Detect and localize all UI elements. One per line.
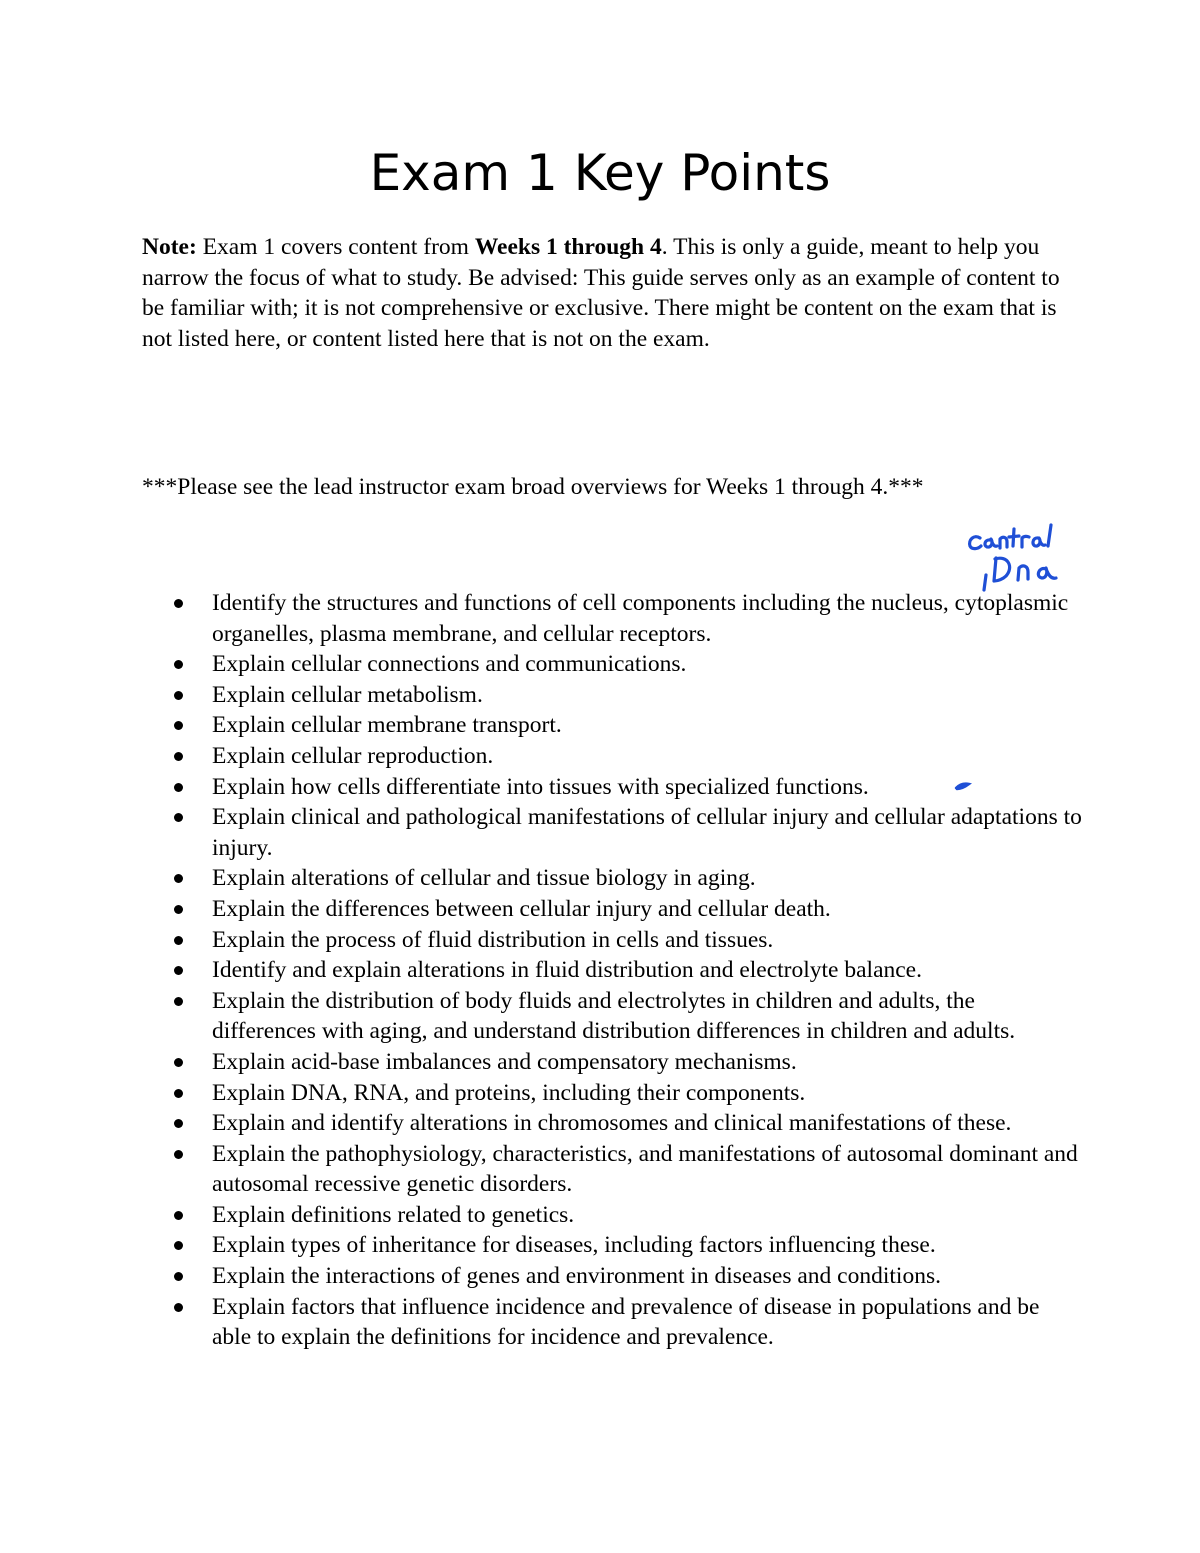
key-point-item	[142, 1047, 1082, 1078]
bullet-icon	[174, 997, 183, 1006]
note-text-1: Exam 1 covers content from	[196, 234, 475, 260]
key-point-text: Explain DNA, RNA, and proteins, including their components.	[212, 1079, 806, 1106]
bullet-icon	[174, 874, 183, 883]
key-point-item	[142, 1292, 1082, 1353]
bullet-icon	[174, 936, 183, 945]
bullet-icon	[174, 1150, 183, 1159]
bullet-icon	[174, 660, 183, 669]
key-point-item	[142, 1261, 1082, 1292]
bullet-icon	[174, 752, 183, 761]
key-point-text: Explain cellular connections and communications.	[212, 651, 687, 678]
ink-mark	[953, 779, 973, 793]
bullet-icon	[174, 1211, 183, 1220]
note-label: Note:	[142, 234, 197, 260]
key-point-item	[142, 986, 1082, 1047]
key-point-text: Explain factors that influence incidence and prevalence of disease in populations and be able to explain the definitions for incidence and prevalence.	[212, 1293, 1040, 1351]
key-point-text: Explain the differences between cellular injury and cellular death.	[212, 895, 831, 922]
key-point-text: Explain alterations of cellular and tissue biology in aging.	[212, 865, 756, 892]
page-title: Exam 1 Key Points	[369, 144, 831, 202]
key-point-item	[142, 1230, 1082, 1261]
key-point-text: Explain the process of fluid distribution in cells and tissues.	[212, 926, 774, 953]
bullet-icon	[174, 1089, 183, 1098]
key-point-item	[142, 680, 1082, 711]
key-point-item	[142, 649, 1082, 680]
key-point-text: Explain cellular membrane transport.	[212, 712, 562, 739]
key-point-item	[142, 741, 1082, 772]
bullet-icon	[174, 1119, 183, 1128]
key-point-item	[142, 1078, 1082, 1109]
bullet-icon	[174, 966, 183, 975]
key-point-text: Explain types of inheritance for diseases, including factors influencing these.	[212, 1232, 936, 1259]
note-text-2: . This is only a guide, meant to help you narrow the focus of what to study. Be advised: This guide serves only as an example of content to be familiar with; it is not comprehensive or exclusive. There might be content on the exam that is not listed here, or content listed here that is not on the exam.	[142, 234, 1060, 352]
key-point-text: Explain the interactions of genes and environment in diseases and conditions.	[212, 1263, 941, 1290]
key-point-item	[142, 802, 1082, 863]
key-points-list	[142, 588, 1082, 1353]
key-point-text: Explain cellular metabolism.	[212, 681, 483, 708]
key-point-item	[142, 772, 1082, 803]
key-point-text: Explain and identify alterations in chromosomes and clinical manifestations of these.	[212, 1110, 1012, 1137]
bullet-icon	[174, 905, 183, 914]
bullet-icon	[174, 721, 183, 730]
bullet-icon	[174, 783, 183, 792]
key-point-text: Explain clinical and pathological manifestations of cellular injury and cellular adaptations to injury.	[212, 804, 1082, 861]
bullet-icon	[174, 1303, 183, 1312]
handwritten-annotation	[950, 515, 1080, 605]
key-point-item	[142, 710, 1082, 741]
key-point-text: Explain how cells differentiate into tissues with specialized functions.	[212, 773, 869, 800]
key-point-text: Explain acid-base imbalances and compensatory mechanisms.	[212, 1048, 797, 1075]
key-point-text: Explain cellular reproduction.	[212, 742, 494, 769]
bullet-icon	[174, 813, 183, 822]
key-point-item	[142, 863, 1082, 894]
bullet-icon	[174, 691, 183, 700]
key-point-text: Explain the distribution of body fluids and electrolytes in children and adults, the differences with aging, and understand distribution differences in children and adults.	[212, 987, 1016, 1045]
bullet-icon	[174, 1272, 183, 1281]
key-point-text: Identify the structures and functions of cell components including the nucleus, cytoplasmic organelles, plasma membrane, and cellular receptors.	[212, 590, 1069, 647]
key-point-item	[142, 925, 1082, 956]
key-point-text: Explain definitions related to genetics.	[212, 1201, 575, 1228]
advisory-line: ***Please see the lead instructor exam broad overviews for Weeks 1 through 4.***	[142, 474, 924, 500]
bullet-icon	[174, 1241, 183, 1250]
bullet-icon	[174, 1058, 183, 1067]
key-point-item	[142, 1108, 1082, 1139]
key-point-item	[142, 894, 1082, 925]
key-point-text: Explain the pathophysiology, characteristics, and manifestations of autosomal dominant and autosomal recessive genetic disorders.	[212, 1140, 1078, 1198]
note-paragraph	[142, 232, 1067, 354]
key-point-item	[142, 955, 1082, 986]
note-weeks: Weeks 1 through 4	[474, 234, 662, 260]
key-point-item	[142, 1200, 1082, 1231]
key-point-text: Identify and explain alterations in fluid distribution and electrolyte balance.	[212, 957, 922, 984]
key-point-item	[142, 588, 1082, 649]
key-point-item	[142, 1139, 1082, 1200]
bullet-icon	[174, 599, 183, 608]
